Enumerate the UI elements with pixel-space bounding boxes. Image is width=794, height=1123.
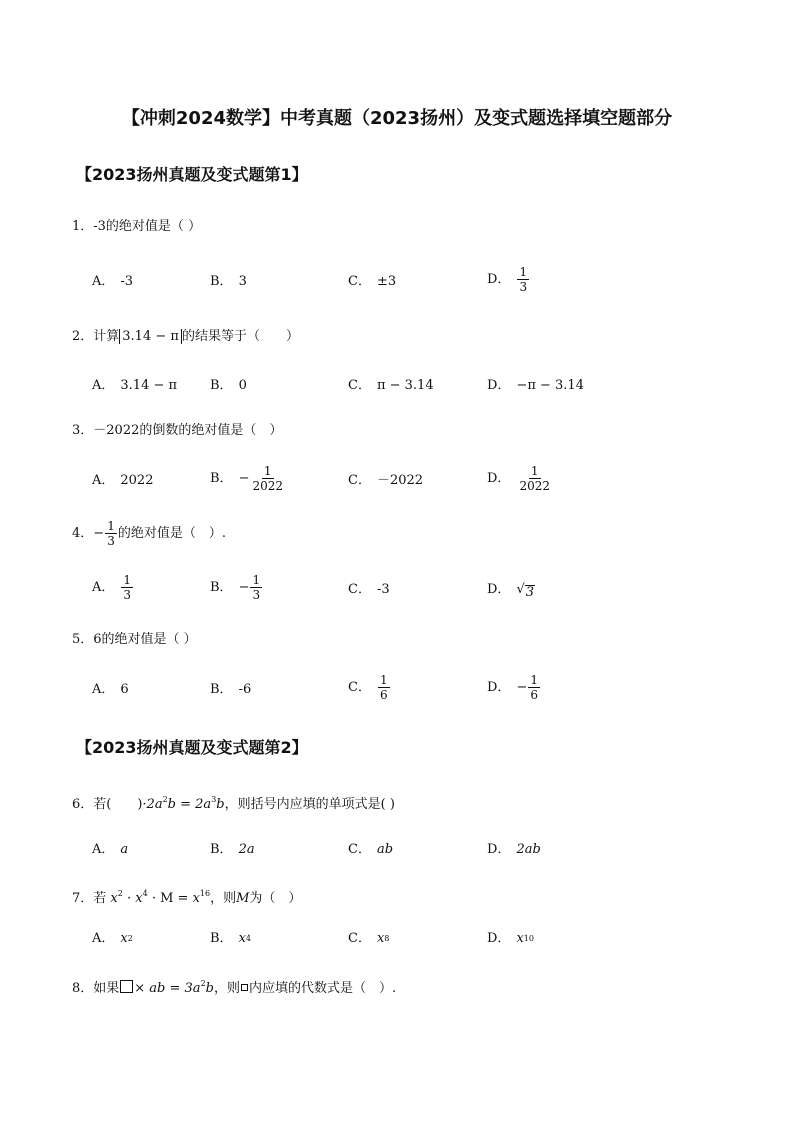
q6-option-b: B． 2a [210,842,255,857]
fraction: $\frac{1}{6}$ [530,673,538,702]
q1-option-b: B． 3 [210,274,247,289]
question-7: 7．若 $x^2 \cdot x^4 \cdot M = x^{16}$，则M为（ ） [72,889,302,906]
q7-option-d: D． x 10 [487,931,534,946]
section-heading-1: 【2023扬州真题及变式题第1】 [76,165,308,184]
square-root: √ 3 [516,582,535,600]
question-6: 6．若( )$\cdot 2a^2b = 2a^3b$，则括号内应填的单项式是( ) [72,795,395,812]
q5-option-d: D． − $\frac{1}{6}$ [487,673,538,702]
fraction: $\frac{1}{3}$ [252,573,261,602]
q4-option-a: A． $\frac{1}{3}$ [92,573,132,602]
question-2: 2．计算 3.14 − π 的结果等于（ ） [72,329,299,344]
section-heading-2: 【2023扬州真题及变式题第2】 [76,738,308,757]
q4-option-d: D． √ 3 [487,582,535,600]
q7-option-b: B． x 4 [210,931,251,946]
q1-option-a: A． -3 [92,274,134,289]
fraction: $\frac{1}{3}$ [123,573,132,602]
q5-option-c: C． $\frac{1}{6}$ [348,673,388,702]
question-4: 4．− $\frac{1}{3}$ 的绝对值是（ ）. [72,519,226,548]
q2-option-c: C． π − 3.14 [348,378,434,393]
q1-option-d: D． $\frac{1}{3}$ [487,265,528,294]
small-box-icon [241,984,248,991]
page-title: 【冲刺2024数学】中考真题（2023扬州）及变式题选择填空题部分 [121,108,673,129]
q1-option-c: C． ±3 [348,274,397,289]
fraction: $\frac{1}{6}$ [379,673,388,702]
q2-option-a: A． 3.14 − π [92,378,178,393]
fraction: $\frac{1}{2022}$ [252,464,284,493]
q7-option-c: C． x 8 [348,931,390,946]
q3-option-a: A． 2022 [92,473,154,488]
blank-box-icon [120,980,133,993]
q2-option-d: D． −π − 3.14 [487,378,584,393]
question-8: 8．如果 × ab = $3a^2b$，则 内应填的代数式是（ ）. [72,979,397,996]
q2-option-b: B． 0 [210,378,247,393]
absolute-value-expression: 3.14 − π [119,329,182,344]
fraction: $\frac{1}{3}$ [519,265,528,294]
q6-option-d: D． 2ab [487,842,541,857]
q6-option-c: C． ab [348,842,394,857]
q3-option-d: D． $\frac{1}{2022}$ [487,464,550,493]
fraction: $\frac{1}{3}$ [107,519,115,548]
q3-option-c: C． －2022 [348,473,424,488]
q4-option-b: B． − $\frac{1}{3}$ [210,573,261,602]
question-1: 1．-3的绝对值是（ ） [72,219,202,234]
question-3: 3．－2022的倒数的绝对值是（ ） [72,423,283,438]
q6-option-a: A． a [92,842,129,857]
q4-option-c: C． -3 [348,582,390,597]
q7-option-a: A． x 2 [92,931,133,946]
q3-option-b: B． − $\frac{1}{2022}$ [210,464,284,493]
q5-option-b: B． -6 [210,682,252,697]
q5-option-a: A． 6 [92,682,129,697]
fraction: $\frac{1}{2022}$ [519,464,550,493]
question-5: 5．6的绝对值是（ ） [72,632,197,647]
